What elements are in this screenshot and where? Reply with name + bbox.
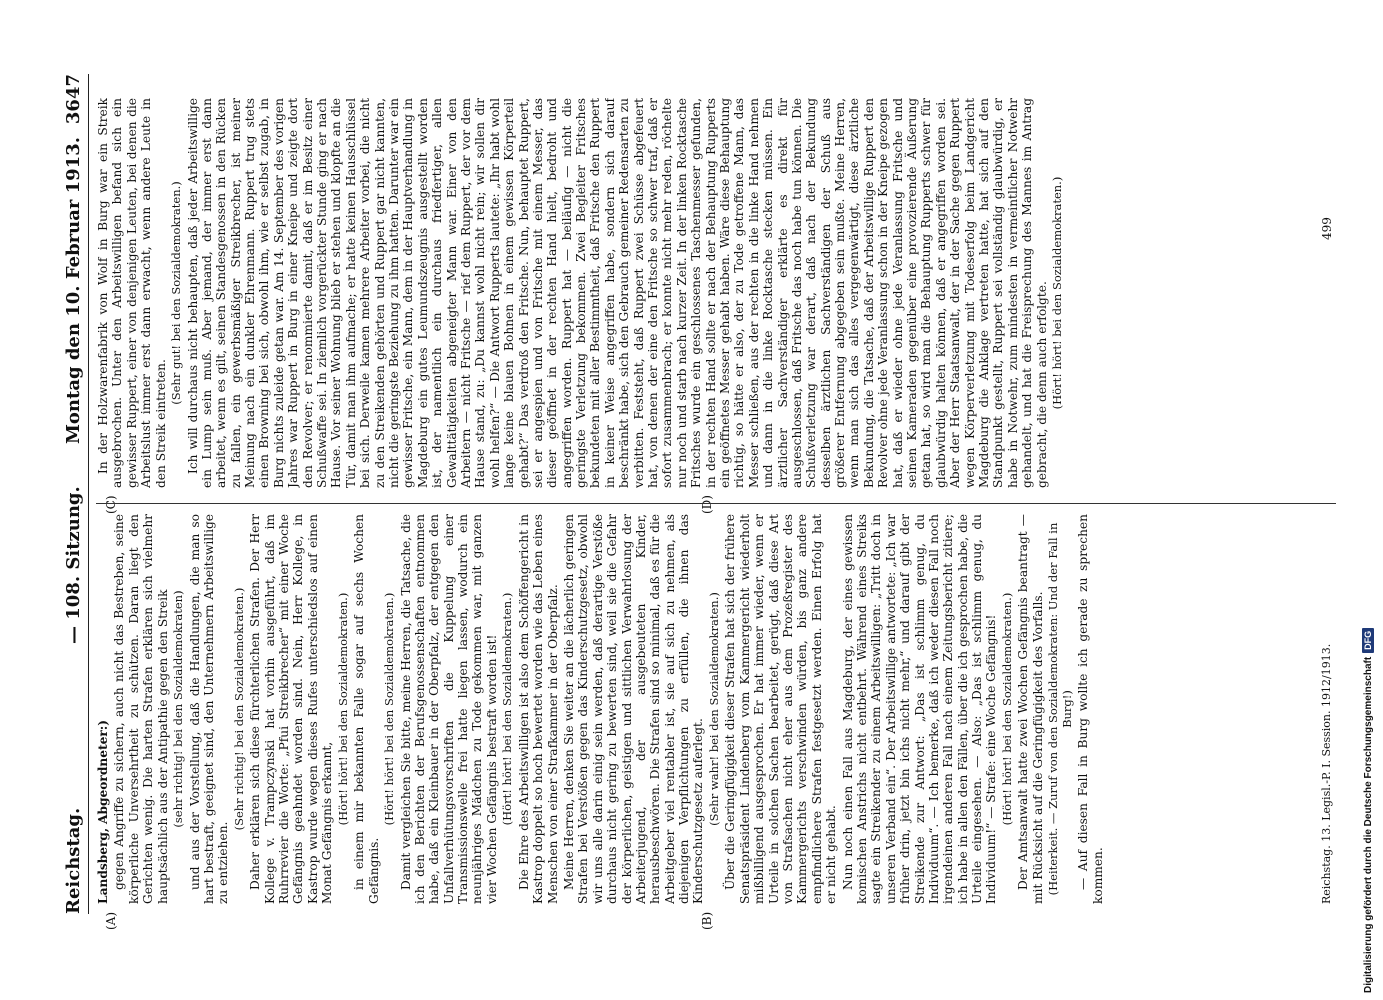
interjection: (Hört! hört! bei den Sozialdemokraten.) — [1049, 176, 1064, 410]
speaker-name: Landsberg, — [96, 827, 110, 904]
paragraph: Nun noch einen Fall aus Magdeburg, der eines gewissen komischen Anstrichs nicht entbehrt. Während eines Streiks sagte ein Streikender zu einem Arbeitswilligen: „Tritt doch in unseren Verband ein“. Der Arbeitswillige antwortete: „Ich war früher drin, jetzt bin ichs nicht mehr,“ und darauf gibt der Streikende zur Antwort: „Das ist schlimm genug, du Individuum“. — Ich bemerke, daß ich weder diesen Fall noch irgendeinen anderen Fall nach einem Zeitungsbericht zitiere; ich habe in allen den Fällen, über die ich gesprochen habe, die Urteile eingesehen. — Also: „Das ist schlimm genug, du Individuum!“ — Strafe: eine Woche Gefängnis! — [840, 514, 999, 904]
paragraph: — Auf diesen Fall in Burg wollte ich gerade zu sprechen kommen. — [1076, 514, 1105, 904]
margin-mark-d: (D) — [700, 495, 714, 514]
paragraph: Ich will durchaus nicht behaupten, daß jeder Arbeitswillige ein Lump sein muß. Aber jemand, der immer erst dann arbeitet, wenn es gilt, seinen Standesgenossen in den Rücken zu fallen, ein gewerbsmäßiger Streikbrecher, ist meiner Meinung nach ein dunkler Ehrenmann. Ruppert trug stets einen Browning bei sich, obwohl ihm, wie er selbst zugab, in Burg nichts zuleide getan war. Am 14. September des vorigen Jahres war Ruppert in Burg in einer Kneipe und zeigte dort den Revolver; er renommierte damit, daß er im Besitz einer Schußwaffe sei. In ziemlich vorgerückter Stunde ging er nach Hause. Vor seiner Wohnung blieb er stehen und klopfte an die Tür, damit man ihm aufmache; er hatte keinen Hausschlüssel bei sich. Derweile kamen mehrere Arbeiter vorbei, die nicht zu den Streikenden gehörten und Ruppert gar nicht kannten, nicht die geringste Beziehung zu ihm hatten. Darunter war ein gewisser Fritsche, ein Mann, dem in der Hauptverhandlung in Magdeburg ein gutes Leumundszeugnis ausgestellt worden ist, der namentlich ein durchaus friedfertiger, allen Gewalttätigkeiten abgeneigter Mann war. Einer von den Arbeitern — nicht Fritsche — rief dem Ruppert, der vor dem Hause stand, zu: „Du kannst wohl nicht rein; wir sollen dir wohl helfen?“ — Die Antwort Rupperts lautete: „Ihr habt wohl lange keine blauen Bohnen in einem gewissen Körperteil gehabt?“ Das verdroß den Fritsche. Nun, behauptet Ruppert, sei er angespien und von Fritsche mit einem Messer, das dieser geöffnet in der rechten Hand hielt, bedroht und angegriffen worden. Ruppert hat — beiläufig — nicht die geringste Verletzung bekommen. Zwei Begleiter Fritsches bekundeten mit aller Bestimmtheit, daß Fritsche den Ruppert in keiner Weise angegriffen habe, sondern sich darauf beschränkt habe, sich den Gebrauch gemeiner Redensarten zu verbitten. Feststeht, daß Ruppert zwei Schüsse abgefeuert hat, von denen der eine den Fritsche so schwer traf, daß er sofort zusammenbrach; er konnte nicht mehr reden, röchelte nur noch und starb nach kurzer Zeit. In der linken Rocktasche Fritsches wurde ein geschlossenes Taschenmesser gefunden, in der rechten Hand sollte er nach der Behauptung Rupperts ein geöffnetes Messer gehabt haben. Wäre diese Behauptung richtig, so hätte er also, der zu Tode getroffene Mann, das Messer schließen, aus der rechten in die linke Hand nehmen und dann in die linke Rocktasche stecken müssen. Ein ärztlicher Sachverständiger erklärte es direkt für ausgeschlossen, daß Fritsche das noch habe tun können. Die Schußverletzung war derart, daß nach der Bekundung desselben ärztlichen Sachverständigen der Schuß aus größerer Entfernung abgegeben sein mußte. Meine Herren, wenn man sich das alles vergegenwärtigt, diese ärztliche Bekundung, die Tatsache, daß der Arbeitswillige Ruppert den Revolver ohne jede Veranlassung schon in der Kneipe gezogen hat, daß er wieder ohne jede Veranlassung Fritsche und seinen Kameraden gegenüber eine provozierende Äußerung getan hat, so wird man die Behauptung Rupperts schwer für glaubwürdig halten können, daß er angegriffen worden sei. Aber der Herr Staatsanwalt, der in der Sache gegen Ruppert wegen Körperverletzung mit Todeserfolg beim Landgericht Magdeburg die Anklage vertreten hatte, hat sich auf den Standpunkt gestellt, Ruppert sei vollständig glaubwürdig, er habe in Notwehr, zum mindesten in vermeintlicher Notwehr gehandelt, und hat die Freisprechung des Mannes im Antrag gebracht, die denn auch erfolgte. — [185, 98, 1049, 488]
interjection: (Hört! hört! bei den Sozialdemokraten.) — [381, 592, 396, 826]
interjection: (Hört! hört! bei den Sozialdemokraten.) — [999, 592, 1014, 826]
margin-mark-b: (B) — [700, 911, 714, 930]
paragraph: Damit vergleichen Sie bitte, meine Herren, die Tatsache, die ich den Berichten der Berufsgenossenschaften entnommen habe, daß ein Kleinbauer in der Oberpfalz, der entgegen den Unfallverhütungsvorschriften die Kuppelung einer Transmissionswelle frei hatte liegen lassen, wodurch ein neunjähriges Mädchen zu Tode gekommen war, mit ganzen vier Wochen Gefängnis bestraft worden ist! — [398, 514, 499, 904]
margin-mark-a: (A) — [104, 911, 118, 930]
interjection: (Sehr wahr! bei den Sozialdemokraten.) — [706, 592, 721, 826]
paragraph: Daher erklären sich diese fürchterlichen Strafen. Der Herr Kollege v. Trampczynski hat vorhin ausgeführt, daß im Ruhrrevier die Worte: „Pfui Streikbrecher“ mit einer Woche Gefängnis geahndet worden sind. Nein, Herr Kollege, in Kastrop wurde wegen dieses Rufes unterschiedslos auf einen Monat Gefängnis erkannt, — [248, 514, 335, 904]
footer-sheet-number: 499 — [1320, 217, 1334, 240]
speaker-role: Abgeordneter:) — [96, 719, 110, 824]
interjection: (sehr richtig! bei den Sozialdemokraten) — [170, 590, 185, 828]
dfg-logo-icon: DFG — [1362, 628, 1374, 653]
header-left: Reichstag. — [63, 807, 84, 914]
paragraph: und aus der Vorstellung, daß die Handlungen, die man so hart bestraft, geeignet sind, den Unternehmern Arbeitswillige zu entziehen. — [187, 514, 231, 904]
header-session: — 108. Sitzung. — [63, 486, 84, 644]
paragraph: Die Ehre des Arbeitswilligen ist also dem Schöffengericht in Kastrop doppelt so hoch bewertet worden wie das Leben eines Menschen von einer Strafkammer in der Oberpfalz. — [516, 514, 560, 904]
digitization-note — [1360, 8, 1376, 993]
paragraph: Meine Herren, denken Sie weiter an die lächerlich geringen Strafen bei Verstößen gegen das Kinderschutzgesetz, obwohl wir uns alle darin einig sein werden, daß derartige Verstöße durchaus nicht gering zu bewerten sind, weil sie die Gefahr der körperlichen, geistigen und sittlichen Verwahrlosung der Arbeiterjugend, der ausgebeuteten Kinder, herausbeschwören. Die Strafen sind so minimal, daß es für die Arbeitgeber viel rentabler ist, sie auf sich zu nehmen, als diejenigen Verpflichtungen zu erfüllen, die ihnen das Kinderschutzgesetz auferlegt. — [561, 514, 706, 904]
interjection: (Sehr richtig! bei den Sozialdemokraten.) — [231, 587, 246, 831]
speaker-line — [96, 514, 110, 904]
right-column-text — [96, 98, 1065, 488]
header-date: Montag den 10. Februar 1913. — [63, 136, 84, 444]
interjection: (Hört! hört! bei den Sozialdemokraten.) — [500, 592, 515, 826]
paragraph: In der Holzwarenfabrik von Wolf in Burg war ein Streik ausgebrochen. Unter den Arbeitswilligen befand sich ein gewisser Ruppert, einer von denjenigen Leuten, bei denen die Arbeitslust immer erst dann erwacht, wenn andere Leute in den Streik eintreten. — [96, 98, 168, 488]
right-column — [96, 98, 1336, 488]
left-column-text — [112, 514, 1105, 904]
footer-session-info: Reichstag. 13. Legisl.-P. I. Session. 1912/1913. — [1320, 643, 1333, 904]
paragraph: gegen Angriffe zu sichern, auch nicht das Bestreben, seine körperliche Unversehrtheit zu schützen. Daran liegt den Gerichten wenig. Die harten Strafen erklären sich vielmehr hauptsächlich aus der Antipathie gegen den Streik — [112, 514, 170, 904]
interjection: (Sehr gut! bei den Sozialdemokraten.) — [168, 181, 183, 405]
header-page-number: 3647 — [63, 74, 84, 125]
paragraph: in einem mir bekannten Falle sogar auf sechs Wochen Gefängnis. — [352, 514, 381, 904]
margin-mark-c: (C) — [104, 495, 118, 514]
digitization-text: Digitalisierung gefördert durch die Deutsche Forschungsgemeinschaft — [1362, 656, 1374, 993]
interjection: (Hört! hört! bei den Sozialdemokraten.) — [335, 592, 350, 826]
page-header — [62, 74, 89, 914]
paragraph: Der Amtsanwalt hatte zwei Wochen Gefängnis beantragt — mit Rücksicht auf die Geringfügigkeit des Vorfalls. — [1016, 514, 1045, 904]
column-divider — [96, 503, 1336, 504]
interjection: (Heiterkeit. — Zuruf von den Sozialdemokraten: Und der Fall in Burg!) — [1046, 522, 1074, 896]
paragraph: Über die Geringfügigkeit dieser Strafen hat sich der frühere Senatspräsident Lindenberg vom Kammergericht wiederholt mißbilligend ausgesprochen. Er hat immer wieder, wenn er Urteile in solchen Sachen bearbeitet, gerügt, daß diese Art von Strafsachen nicht eher aus dem Prozeßregister des Kammergerichts verschwinden würden, bis ganz andere empfindlichere Strafen festgesetzt werden. Einen Erfolg hat er nicht gehabt. — [723, 514, 839, 904]
left-column — [96, 514, 1336, 904]
